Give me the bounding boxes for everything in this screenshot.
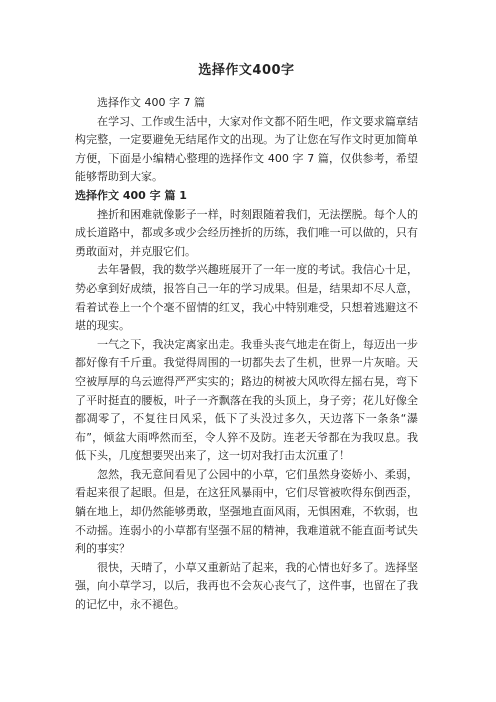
- intro-paragraph: 在学习、工作或生活中，大家对作文都不陌生吧，作文要求篇章结构完整，一定要避免无结尾作文的出现。为了让您在写作文时更加简单方便，下面是小编精心整理的选择作文 400 字 7 篇，仅供参考，希望能够帮助到大家。: [75, 114, 418, 184]
- body-paragraph-1: 挫折和困难就像影子一样，时刻跟随着我们，无法摆脱。每个人的成长道路中，都或多或少会经历挫折的历练，我们唯一可以做的，只有勇敢面对，并克服它们。: [75, 207, 418, 258]
- body-paragraph-3: 一气之下，我决定离家出走。我垂头丧气地走在街上，每迈出一步都好像有千斤重。我觉得周围的一切都失去了生机，世界一片灰暗。天空被厚厚的乌云遮得严严实实的；路边的树被大风吹得左摇右晃，弯下了平时挺直的腰板，叶子一齐飘落在我的头顶上，身子旁；花儿好像全都凋零了，不复往日风采，低下了头没过多久，天边落下一条条“瀑布”，倾盆大雨哗然而至，令人猝不及防。连老天爷都在为我叹息。我低下头，几度想要哭出来了，这一切对我打击太沉重了！: [75, 337, 418, 463]
- document-subtitle: 选择作文 400 字 7 篇: [97, 96, 205, 109]
- body-paragraph-2: 去年暑假，我的数学兴趣班展开了一年一度的考试。我信心十足，势必拿到好成绩，报答自己一年的学习成果。但是，结果却不尽人意，看着试卷上一个个毫不留情的红叉，我心中特别难受，只想着逃避这不堪的现实。: [75, 263, 418, 333]
- document-title: 选择作文400字: [198, 63, 295, 78]
- body-paragraph-4: 忽然，我无意间看见了公园中的小草，它们虽然身姿娇小、柔弱，看起来很了起眼。但是，在这狂风暴雨中，它们尽管被吹得东倒西歪，躺在地上，却仍然能够勇敢，坚强地直面风雨，无惧困难，不软弱，也不动摇。连弱小的小草都有坚强不屈的精神，我难道就不能直面考试失利的事实？: [75, 467, 418, 556]
- section-heading: 选择作文 400 字 篇 1: [75, 188, 187, 202]
- body-paragraph-5: 很快，天晴了，小草又重新站了起来，我的心情也好多了。选择坚强，向小草学习，以后，我再也不会灰心丧气了，这件事，也留在了我的记忆中，永不褪色。: [75, 560, 418, 612]
